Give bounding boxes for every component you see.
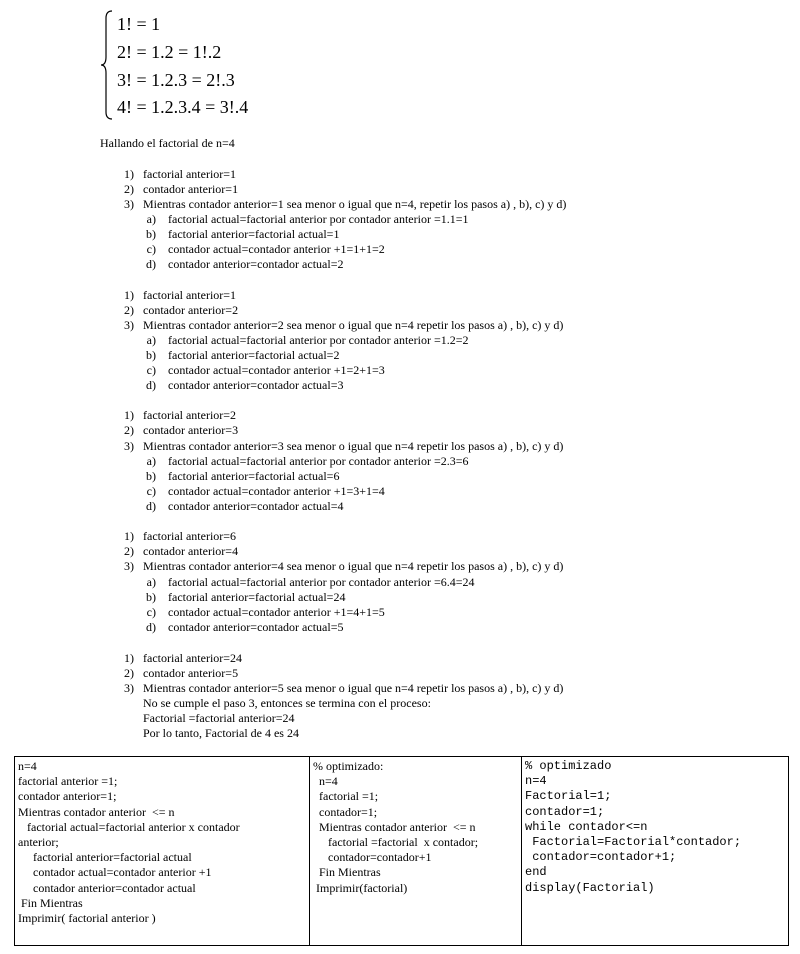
- code-line: Fin Mientras: [18, 895, 83, 910]
- iter-line: contador anterior=1: [143, 182, 239, 196]
- code-line: Fin Mientras: [313, 865, 381, 880]
- iter-line: factorial anterior=1: [143, 167, 237, 181]
- iter-step: factorial actual=factorial anterior por contador anterior =1.2=2: [168, 333, 469, 347]
- iter-step: factorial anterior=factorial actual=24: [168, 590, 346, 604]
- iter-line: factorial anterior=6: [143, 529, 237, 543]
- code-line: display(Factorial): [525, 880, 655, 895]
- iter-line: contador anterior=5: [143, 666, 239, 680]
- code-line: Factorial=1;: [525, 789, 612, 804]
- code-line: contador anterior=1;: [18, 789, 117, 804]
- code-line: Mientras contador anterior <= n: [18, 804, 175, 819]
- matlab-code-cell: [522, 757, 789, 946]
- iter-step: factorial anterior=factorial actual=2: [168, 348, 340, 362]
- pseudocode-cell: [15, 757, 310, 946]
- iter-step: contador anterior=contador actual=5: [168, 620, 344, 634]
- iter-line: Mientras contador anterior=4 sea menor o igual que n=4 repetir los pasos a) , b), c) y d): [143, 559, 564, 573]
- code-line: n=4: [18, 759, 37, 773]
- left-brace: [100, 10, 114, 120]
- iter-step: contador anterior=contador actual=4: [168, 499, 344, 513]
- code-line: factorial anterior=factorial actual: [18, 850, 192, 865]
- iter-line: factorial anterior=24: [143, 651, 243, 665]
- optimized-pseudocode-cell: [310, 757, 522, 946]
- code-line: % optimizado:: [313, 759, 384, 773]
- code-line: contador=contador+1;: [525, 850, 677, 865]
- code-line: Mientras contador anterior <= n: [313, 819, 476, 834]
- iter-step: factorial actual=factorial anterior por contador anterior =2.3=6: [168, 454, 469, 468]
- code-line: contador=1;: [525, 804, 605, 819]
- code-line: factorial =1;: [313, 789, 379, 804]
- iter-line: contador anterior=4: [143, 544, 239, 558]
- code-line: contador=contador+1: [313, 850, 432, 865]
- equation-3: 3! = 1.2.3 = 2!.3: [117, 70, 235, 90]
- code-line: % optimizado: [525, 759, 612, 773]
- conclusion-line: Factorial =factorial anterior=24: [143, 711, 295, 725]
- iter-line: Mientras contador anterior=1 sea menor o igual que n=4, repetir los pasos a) , b), c) y d): [143, 197, 567, 211]
- code-line: factorial =factorial x contador;: [313, 835, 479, 850]
- iter-step: factorial actual=factorial anterior por contador anterior =6.4=24: [168, 575, 475, 589]
- iter-step: factorial anterior=factorial actual=1: [168, 227, 340, 241]
- equation-4: 4! = 1.2.3.4 = 3!.4: [117, 97, 249, 117]
- code-line: while contador<=n: [525, 819, 648, 834]
- iter-line: Mientras contador anterior=3 sea menor o igual que n=4 repetir los pasos a) , b), c) y d): [143, 439, 564, 453]
- iter-line: factorial anterior=1: [143, 288, 237, 302]
- iter-line: contador anterior=2: [143, 303, 239, 317]
- iter-step: contador actual=contador anterior +1=1+1=2: [168, 242, 385, 256]
- code-line: contador anterior=contador actual: [18, 880, 196, 895]
- code-line: Factorial=Factorial*contador;: [525, 835, 742, 850]
- iter-line: Mientras contador anterior=2 sea menor o igual que n=4 repetir los pasos a) , b), c) y d): [143, 318, 564, 332]
- iter-step: factorial actual=factorial anterior por contador anterior =1.1=1: [168, 212, 469, 226]
- iter-line: factorial anterior=2: [143, 408, 237, 422]
- conclusion-line: No se cumple el paso 3, entonces se termina con el proceso:: [143, 696, 431, 710]
- iter-step: contador actual=contador anterior +1=2+1=3: [168, 363, 385, 377]
- iter-line: contador anterior=3: [143, 423, 239, 437]
- code-table: [14, 756, 789, 946]
- code-line: end: [525, 865, 547, 880]
- code-line: contador actual=contador anterior +1: [18, 865, 212, 880]
- code-line: n=4: [313, 774, 338, 789]
- code-line: Imprimir( factorial anterior ): [18, 911, 156, 926]
- heading: Hallando el factorial de n=4: [100, 136, 235, 150]
- equation-2: 2! = 1.2 = 1!.2: [117, 42, 222, 62]
- iter-step: contador actual=contador anterior +1=4+1=5: [168, 605, 385, 619]
- conclusion-line: Por lo tanto, Factorial de 4 es 24: [143, 726, 299, 740]
- equation-1: 1! = 1: [117, 14, 161, 34]
- code-line: factorial actual=factorial anterior x contador: [18, 819, 240, 834]
- iter-step: contador anterior=contador actual=3: [168, 378, 344, 392]
- code-line: anterior;: [18, 835, 59, 850]
- iter-step: factorial anterior=factorial actual=6: [168, 469, 340, 483]
- iter-line: Mientras contador anterior=5 sea menor o igual que n=4 repetir los pasos a) , b), c) y d): [143, 681, 564, 695]
- iter-step: contador anterior=contador actual=2: [168, 257, 344, 271]
- code-line: factorial anterior =1;: [18, 774, 118, 789]
- iter-step: contador actual=contador anterior +1=3+1=4: [168, 484, 385, 498]
- code-line: Imprimir(factorial): [313, 880, 408, 895]
- code-line: contador=1;: [313, 804, 378, 819]
- code-line: n=4: [525, 774, 547, 789]
